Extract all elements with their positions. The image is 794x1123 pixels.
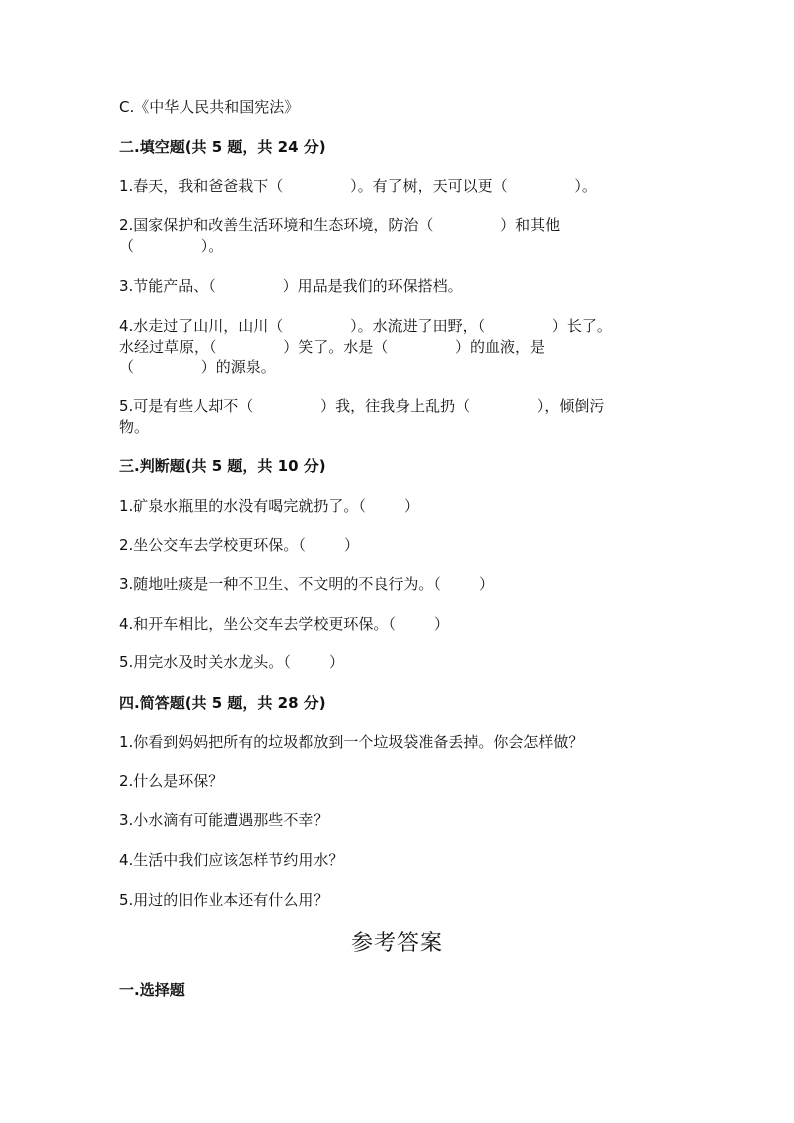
short-question-2: 2.什么是环保？: [119, 772, 224, 790]
fill-question-2-line-2: （ ）。: [119, 237, 224, 255]
fill-question-4-line-2: 水经过草原，（ ）笑了。水是（ ）的血液，是: [119, 338, 546, 356]
section-short-answer-heading: 四.简答题(共 5 题，共 28 分): [119, 694, 326, 712]
fill-question-4-line-3: （ ）的源泉。: [119, 358, 276, 376]
judge-question-3: 3.随地吐痰是一种不卫生、不文明的不良行为。（ ）: [119, 575, 494, 593]
option-c: C.《中华人民共和国宪法》: [119, 98, 300, 116]
judge-question-1: 1.矿泉水瓶里的水没有喝完就扔了。（ ）: [119, 497, 419, 515]
judge-question-2: 2.坐公交车去学校更环保。（ ）: [119, 536, 359, 554]
fill-question-3: 3.节能产品、（ ）用品是我们的环保搭档。: [119, 277, 463, 295]
fill-question-4-line-1: 4.水走过了山川，山川（ ）。水流进了田野，（ ）长了。: [119, 317, 612, 335]
short-question-5: 5.用过的旧作业本还有什么用？: [119, 891, 329, 909]
judge-question-5: 5.用完水及时关水龙头。（ ）: [119, 653, 344, 671]
short-question-1: 1.你看到妈妈把所有的垃圾都放到一个垃圾袋准备丢掉。你会怎样做？: [119, 733, 584, 751]
answer-section-1-heading: 一.选择题: [119, 981, 185, 999]
fill-question-5-line-2: 物。: [119, 418, 150, 436]
section-fill-blank-heading: 二.填空题(共 5 题，共 24 分): [119, 138, 326, 156]
judge-question-4: 4.和开车相比，坐公交车去学校更环保。（ ）: [119, 615, 449, 633]
fill-question-2-line-1: 2.国家保护和改善生活环境和生态环境，防治（ ）和其他: [119, 216, 561, 234]
section-true-false-heading: 三.判断题(共 5 题，共 10 分): [119, 457, 326, 475]
answer-key-title: 参考答案: [350, 931, 443, 956]
fill-question-1: 1.春天，我和爸爸栽下（ ）。有了树，天可以更（ ）。: [119, 177, 597, 195]
fill-question-5-line-1: 5.可是有些人却不（ ）我，往我身上乱扔（ ），倾倒污: [119, 397, 605, 415]
short-question-3: 3.小水滴有可能遭遇那些不幸？: [119, 811, 329, 829]
short-question-4: 4.生活中我们应该怎样节约用水？: [119, 851, 344, 869]
